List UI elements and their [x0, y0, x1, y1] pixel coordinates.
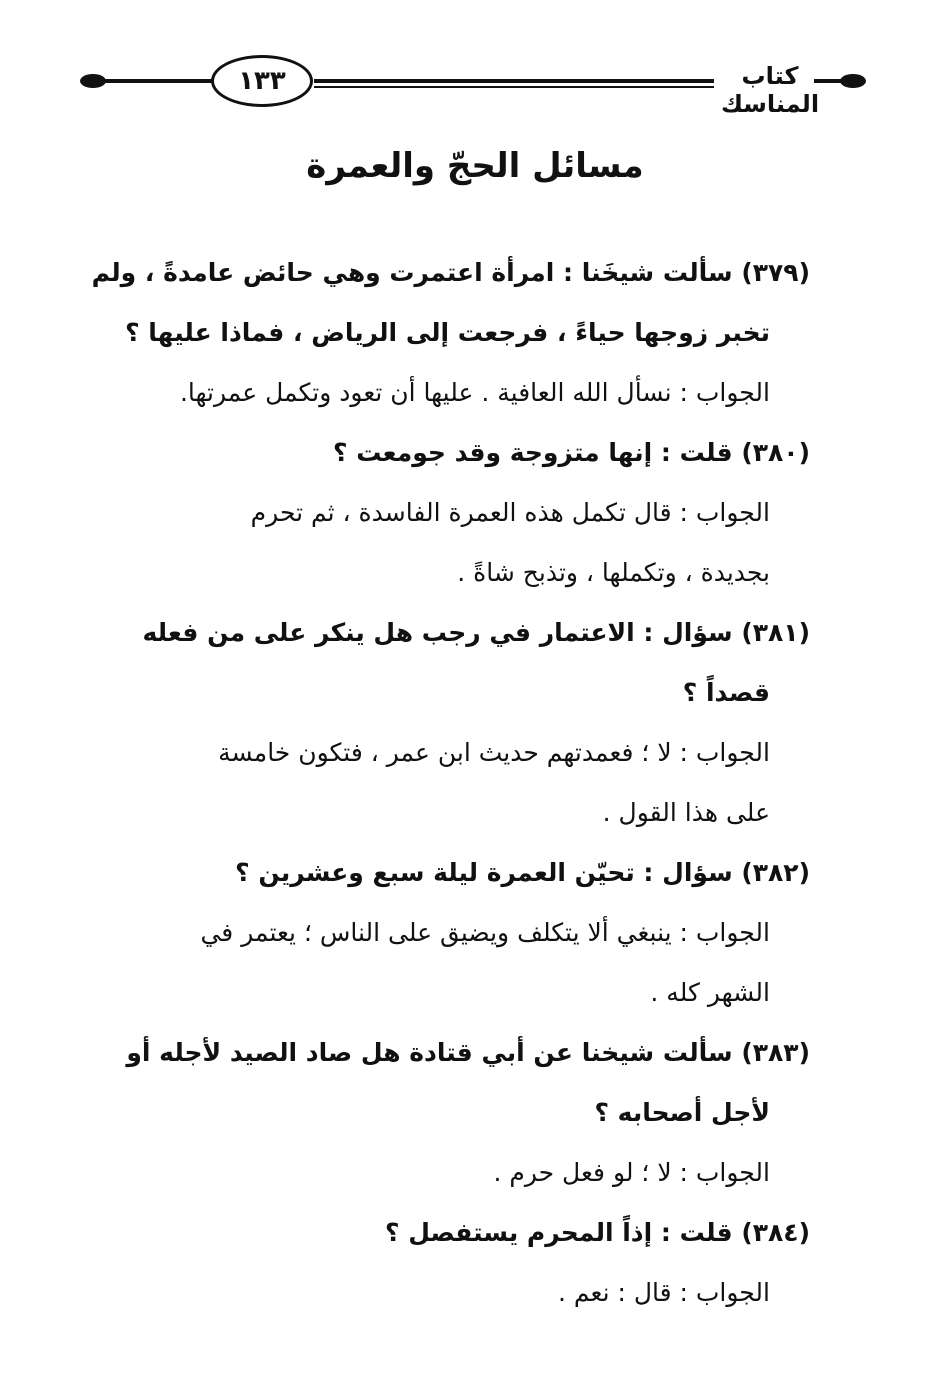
- question-line: (٣٨٣) سألت شيخنا عن أبي قتادة هل صاد الصيد لأجله أو: [126, 1038, 810, 1067]
- answer-line: الجواب : لا ؛ لو فعل حرم .: [493, 1158, 770, 1187]
- page-number: ١٣٣: [211, 55, 313, 107]
- page-body: [88, 243, 810, 1323]
- answer-line: الجواب : ينبغي ألا يتكلف ويضيق على الناس ؛ يعتمر في: [200, 918, 770, 947]
- question-continuation-line: تخبر زوجها حياءً ، فرجعت إلى الرياض ، فماذا عليها ؟: [125, 318, 770, 347]
- chapter-title: مسائل الحجّ والعمرة: [306, 146, 644, 186]
- answer-line: الشهر كله .: [650, 978, 770, 1007]
- question-line: (٣٨٢) سؤال : تحيّن العمرة ليلة سبع وعشرين ؟: [235, 858, 810, 887]
- page-header: [80, 50, 865, 118]
- header-rule-cap-right: [840, 74, 866, 88]
- answer-line: الجواب : قال تكمل هذه العمرة الفاسدة ، ثم تحرم: [250, 498, 770, 527]
- question-continuation-line: لأجل أصحابه ؟: [594, 1098, 770, 1127]
- question-line: (٣٧٩) سألت شيخَنا : امرأة اعتمرت وهي حائض عامدةً ، ولم: [91, 258, 810, 287]
- answer-line: الجواب : قال : نعم .: [557, 1278, 770, 1307]
- header-rule-left: [100, 79, 212, 83]
- question-line: (٣٨٤) قلت : إذاً المحرم يستفصل ؟: [385, 1218, 810, 1247]
- book-title: كتاب المناسك: [720, 62, 820, 118]
- question-line: (٣٨٠) قلت : إنها متزوجة وقد جومعت ؟: [332, 438, 810, 467]
- header-rule-middle: [314, 79, 714, 83]
- header-rule-middle-thin: [314, 86, 714, 88]
- answer-line: بجديدة ، وتكملها ، وتذبح شاةً .: [457, 558, 770, 587]
- answer-line: الجواب : لا ؛ فعمدتهم حديث ابن عمر ، فتكون خامسة: [218, 738, 770, 767]
- question-line: (٣٨١) سؤال : الاعتمار في رجب هل ينكر على من فعله: [142, 618, 810, 647]
- question-continuation-line: قصداً ؟: [682, 678, 770, 707]
- answer-line: على هذا القول .: [602, 798, 770, 827]
- answer-line: الجواب : نسأل الله العافية . عليها أن تعود وتكمل عمرتها.: [179, 378, 770, 407]
